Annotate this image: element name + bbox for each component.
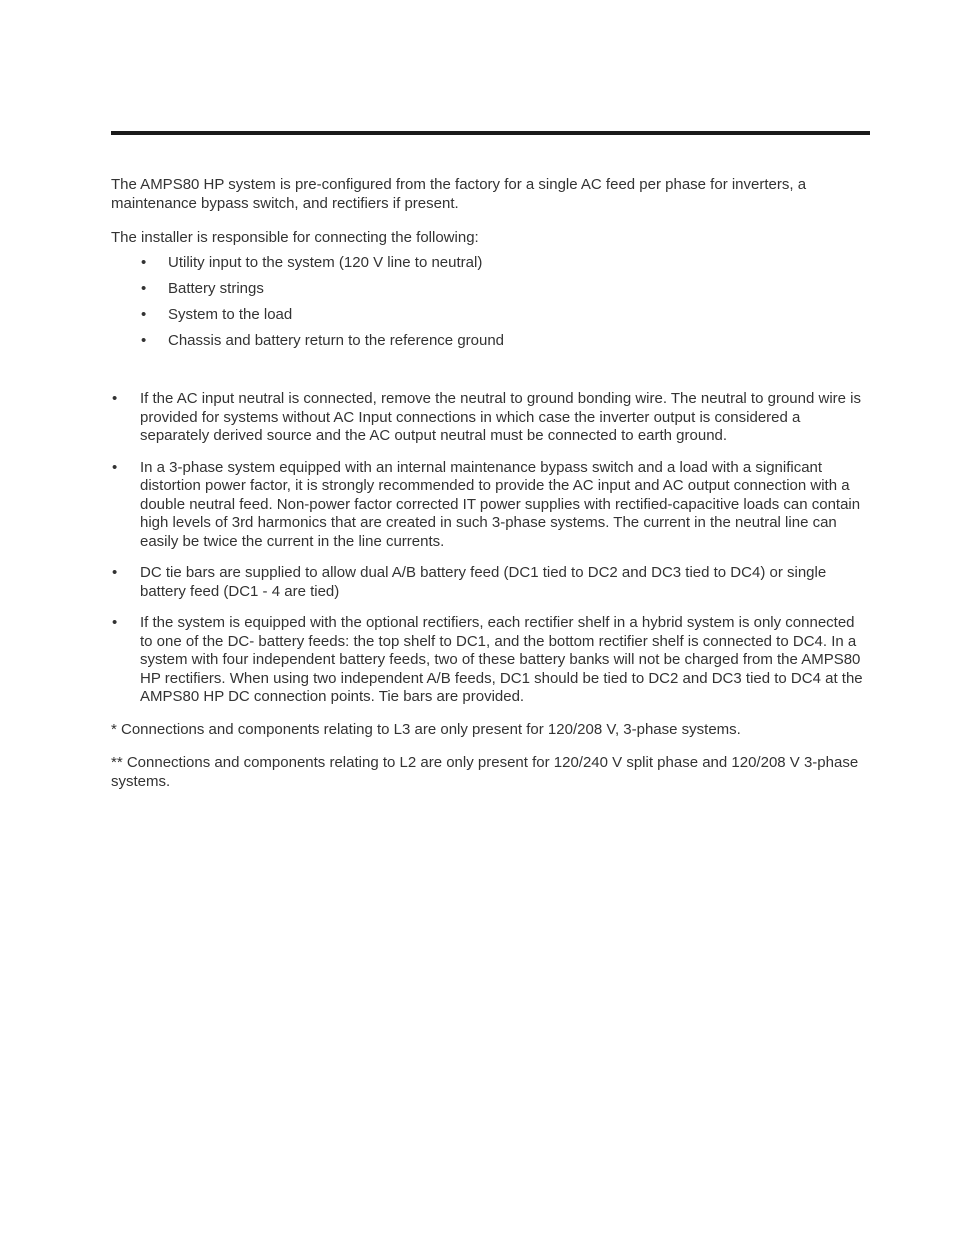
footnote-l3: * Connections and components relating to L3 are only present for 120/208 V, 3-phase systems.: [111, 720, 741, 738]
list-item: • Battery strings: [141, 280, 264, 297]
list-item: • System to the load: [141, 306, 293, 323]
bullet-icon: •: [141, 306, 147, 323]
bullet-icon: •: [141, 332, 147, 349]
list-item: • Utility input to the system (120 V line to neutral): [141, 254, 483, 271]
bullet-icon: •: [112, 458, 118, 476]
document-body: [111, 175, 871, 805]
list-item: • If the system is equipped with the optional rectifiers, each rectifier shelf in a hybrid system is only connected to one of the DC- battery feeds: the top shelf to DC1, and the bottom rectifier shelf is connected to DC4. In a system with four independent battery feeds, two of these battery banks will not be charged from the AMPS80 HP rectifiers. When using two independent A/B feeds, DC1 should be tied to DC2 and DC3 tied to DC4 at the AMPS80 HP DC connection points. Tie bars are provided.: [112, 614, 863, 705]
list-item: • Chassis and battery return to the reference ground: [141, 332, 505, 349]
footnote-l2: ** Connections and components relating to L2 are only present for 120/240 V split phase and 120/208 V 3-phase systems.: [111, 753, 859, 790]
intro-paragraph: The AMPS80 HP system is pre-configured from the factory for a single AC feed per phase for inverters, a maintenance bypass switch, and rectifiers if present.: [111, 176, 807, 212]
installer-list: [111, 253, 871, 350]
list-item: • In a 3-phase system equipped with an internal maintenance bypass switch and a load with a significant distortion power factor, it is strongly recommended to provide the AC input and AC output connection with a double neutral feed. Non-power factor corrected IT power supplies with rectified-capacitive loads can contain high levels of 3rd harmonics that are created in such 3-phase systems. The current in the neutral line can easily be twice the current in the line currents.: [112, 458, 861, 550]
bullet-icon: •: [112, 564, 118, 581]
bullet-icon: •: [141, 280, 147, 297]
bullet-icon: •: [112, 390, 118, 407]
bullet-icon: •: [141, 254, 147, 271]
header-rule: [111, 131, 870, 135]
installer-lead: The installer is responsible for connecting the following:: [111, 229, 479, 246]
list-item: • DC tie bars are supplied to allow dual A/B battery feed (DC1 tied to DC2 and DC3 tied to DC4) or single battery feed (DC1 - 4 are tied): [112, 564, 827, 600]
bullet-icon: •: [112, 614, 118, 631]
notes-list: [111, 390, 871, 707]
list-item: • If the AC input neutral is connected, remove the neutral to ground bonding wire. The neutral to ground wire is provided for systems without AC Input connections in which case the inverter output is considered a separately derived source and the AC output neutral must be connected to earth ground.: [112, 390, 861, 444]
